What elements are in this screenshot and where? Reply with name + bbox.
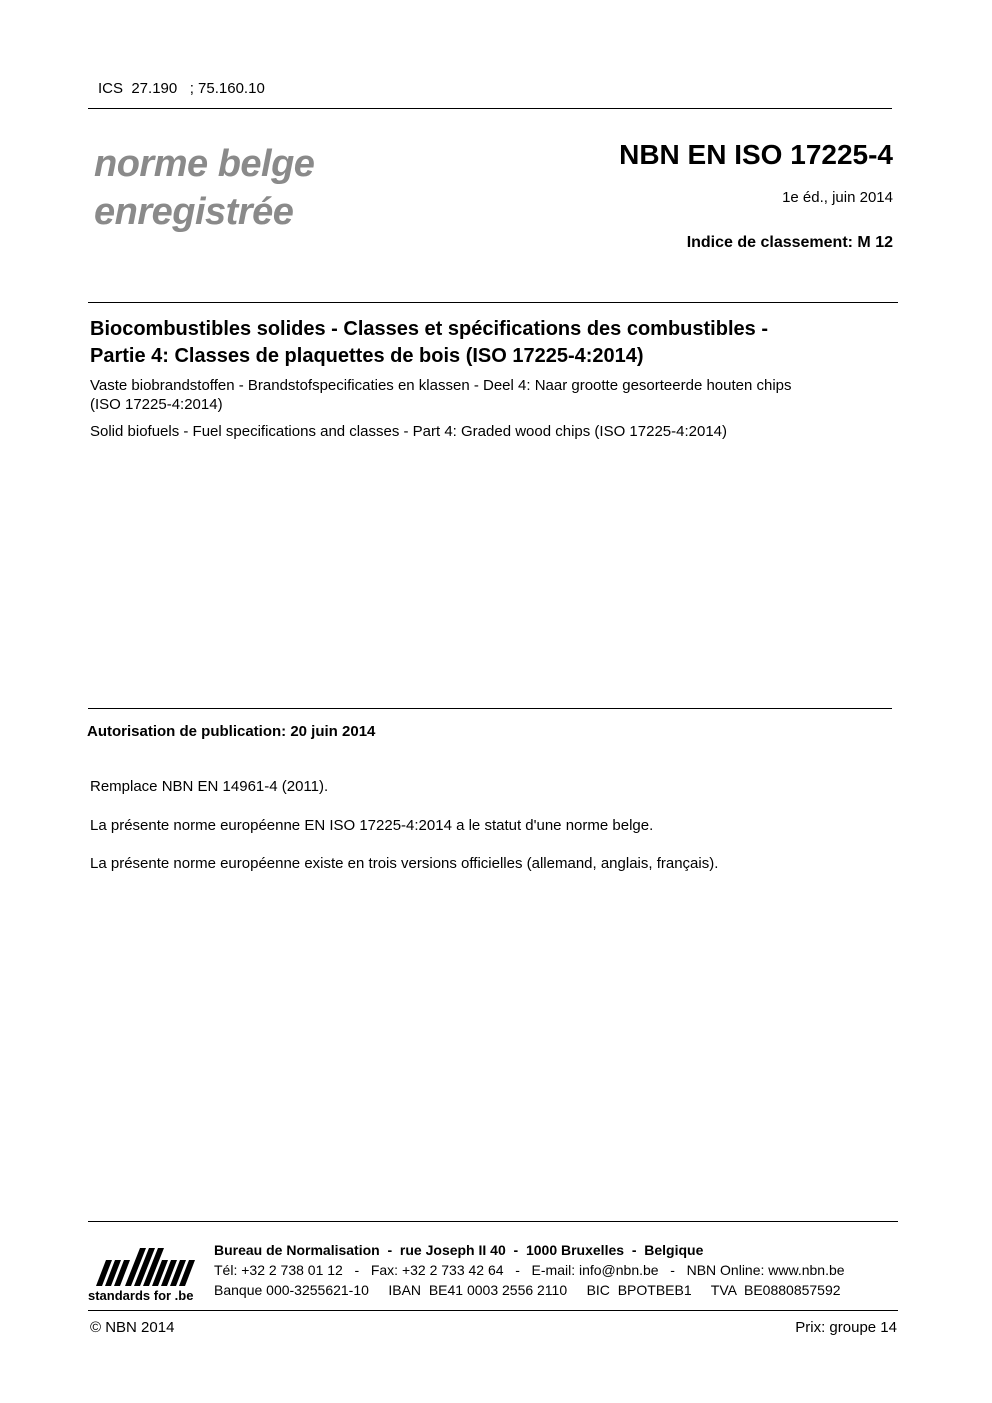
title-french — [90, 316, 910, 370]
publication-authorisation: Autorisation de publication: 20 juin 2014 — [87, 723, 376, 740]
standard-number: NBN EN ISO 17225-4 — [619, 139, 893, 170]
edition: 1e éd., juin 2014 — [782, 189, 893, 206]
classification-index: Indice de classement: M 12 — [686, 234, 893, 251]
note-replaces: Remplace NBN EN 14961-4 (2011). — [90, 778, 329, 795]
brand-heading — [94, 140, 314, 236]
brand-line-1: norme belge — [94, 143, 315, 185]
publication-divider — [88, 708, 892, 709]
header-divider — [88, 108, 892, 109]
footer-bottom-divider — [88, 1310, 898, 1311]
title-french-line-1: Biocombustibles solides - Classes et spécifications des combustibles - — [90, 318, 768, 340]
footer-address: Bureau de Normalisation - rue Joseph II 40 - 1000 Bruxelles - Belgique — [214, 1242, 704, 1258]
title-divider — [88, 302, 898, 303]
brand-line-2: enregistrée — [94, 191, 294, 233]
price-group: Prix: groupe 14 — [795, 1319, 897, 1336]
note-versions: La présente norme européenne existe en trois versions officielles (allemand, anglais, français). — [90, 855, 719, 872]
title-dutch-line-1: Vaste biobrandstoffen - Brandstofspecificaties en klassen - Deel 4: Naar grootte gesorteerde houten chips — [90, 377, 792, 394]
title-english: Solid biofuels - Fuel specifications and classes - Part 4: Graded wood chips (ISO 17225-4:2014) — [90, 423, 728, 440]
title-dutch-line-2: (ISO 17225-4:2014) — [90, 396, 223, 413]
ics-code: ICS 27.190 ; 75.160.10 — [98, 80, 265, 97]
title-french-line-2: Partie 4: Classes de plaquettes de bois (ISO 17225-4:2014) — [90, 345, 644, 367]
note-status: La présente norme européenne EN ISO 17225-4:2014 a le statut d'une norme belge. — [90, 817, 654, 834]
footer-bank-details: Banque 000-3255621-10 IBAN BE41 0003 2556 2110 BIC BPOTBEB1 TVA BE0880857592 — [214, 1282, 841, 1298]
footer-divider — [88, 1221, 898, 1222]
footer-contact: Tél: +32 2 738 01 12 - Fax: +32 2 733 42 64 - E-mail: info@nbn.be - NBN Online: www.nbn.be — [214, 1262, 845, 1278]
logo-tagline: standards for .be — [88, 1288, 194, 1303]
copyright: © NBN 2014 — [90, 1319, 175, 1336]
title-dutch — [90, 376, 910, 414]
